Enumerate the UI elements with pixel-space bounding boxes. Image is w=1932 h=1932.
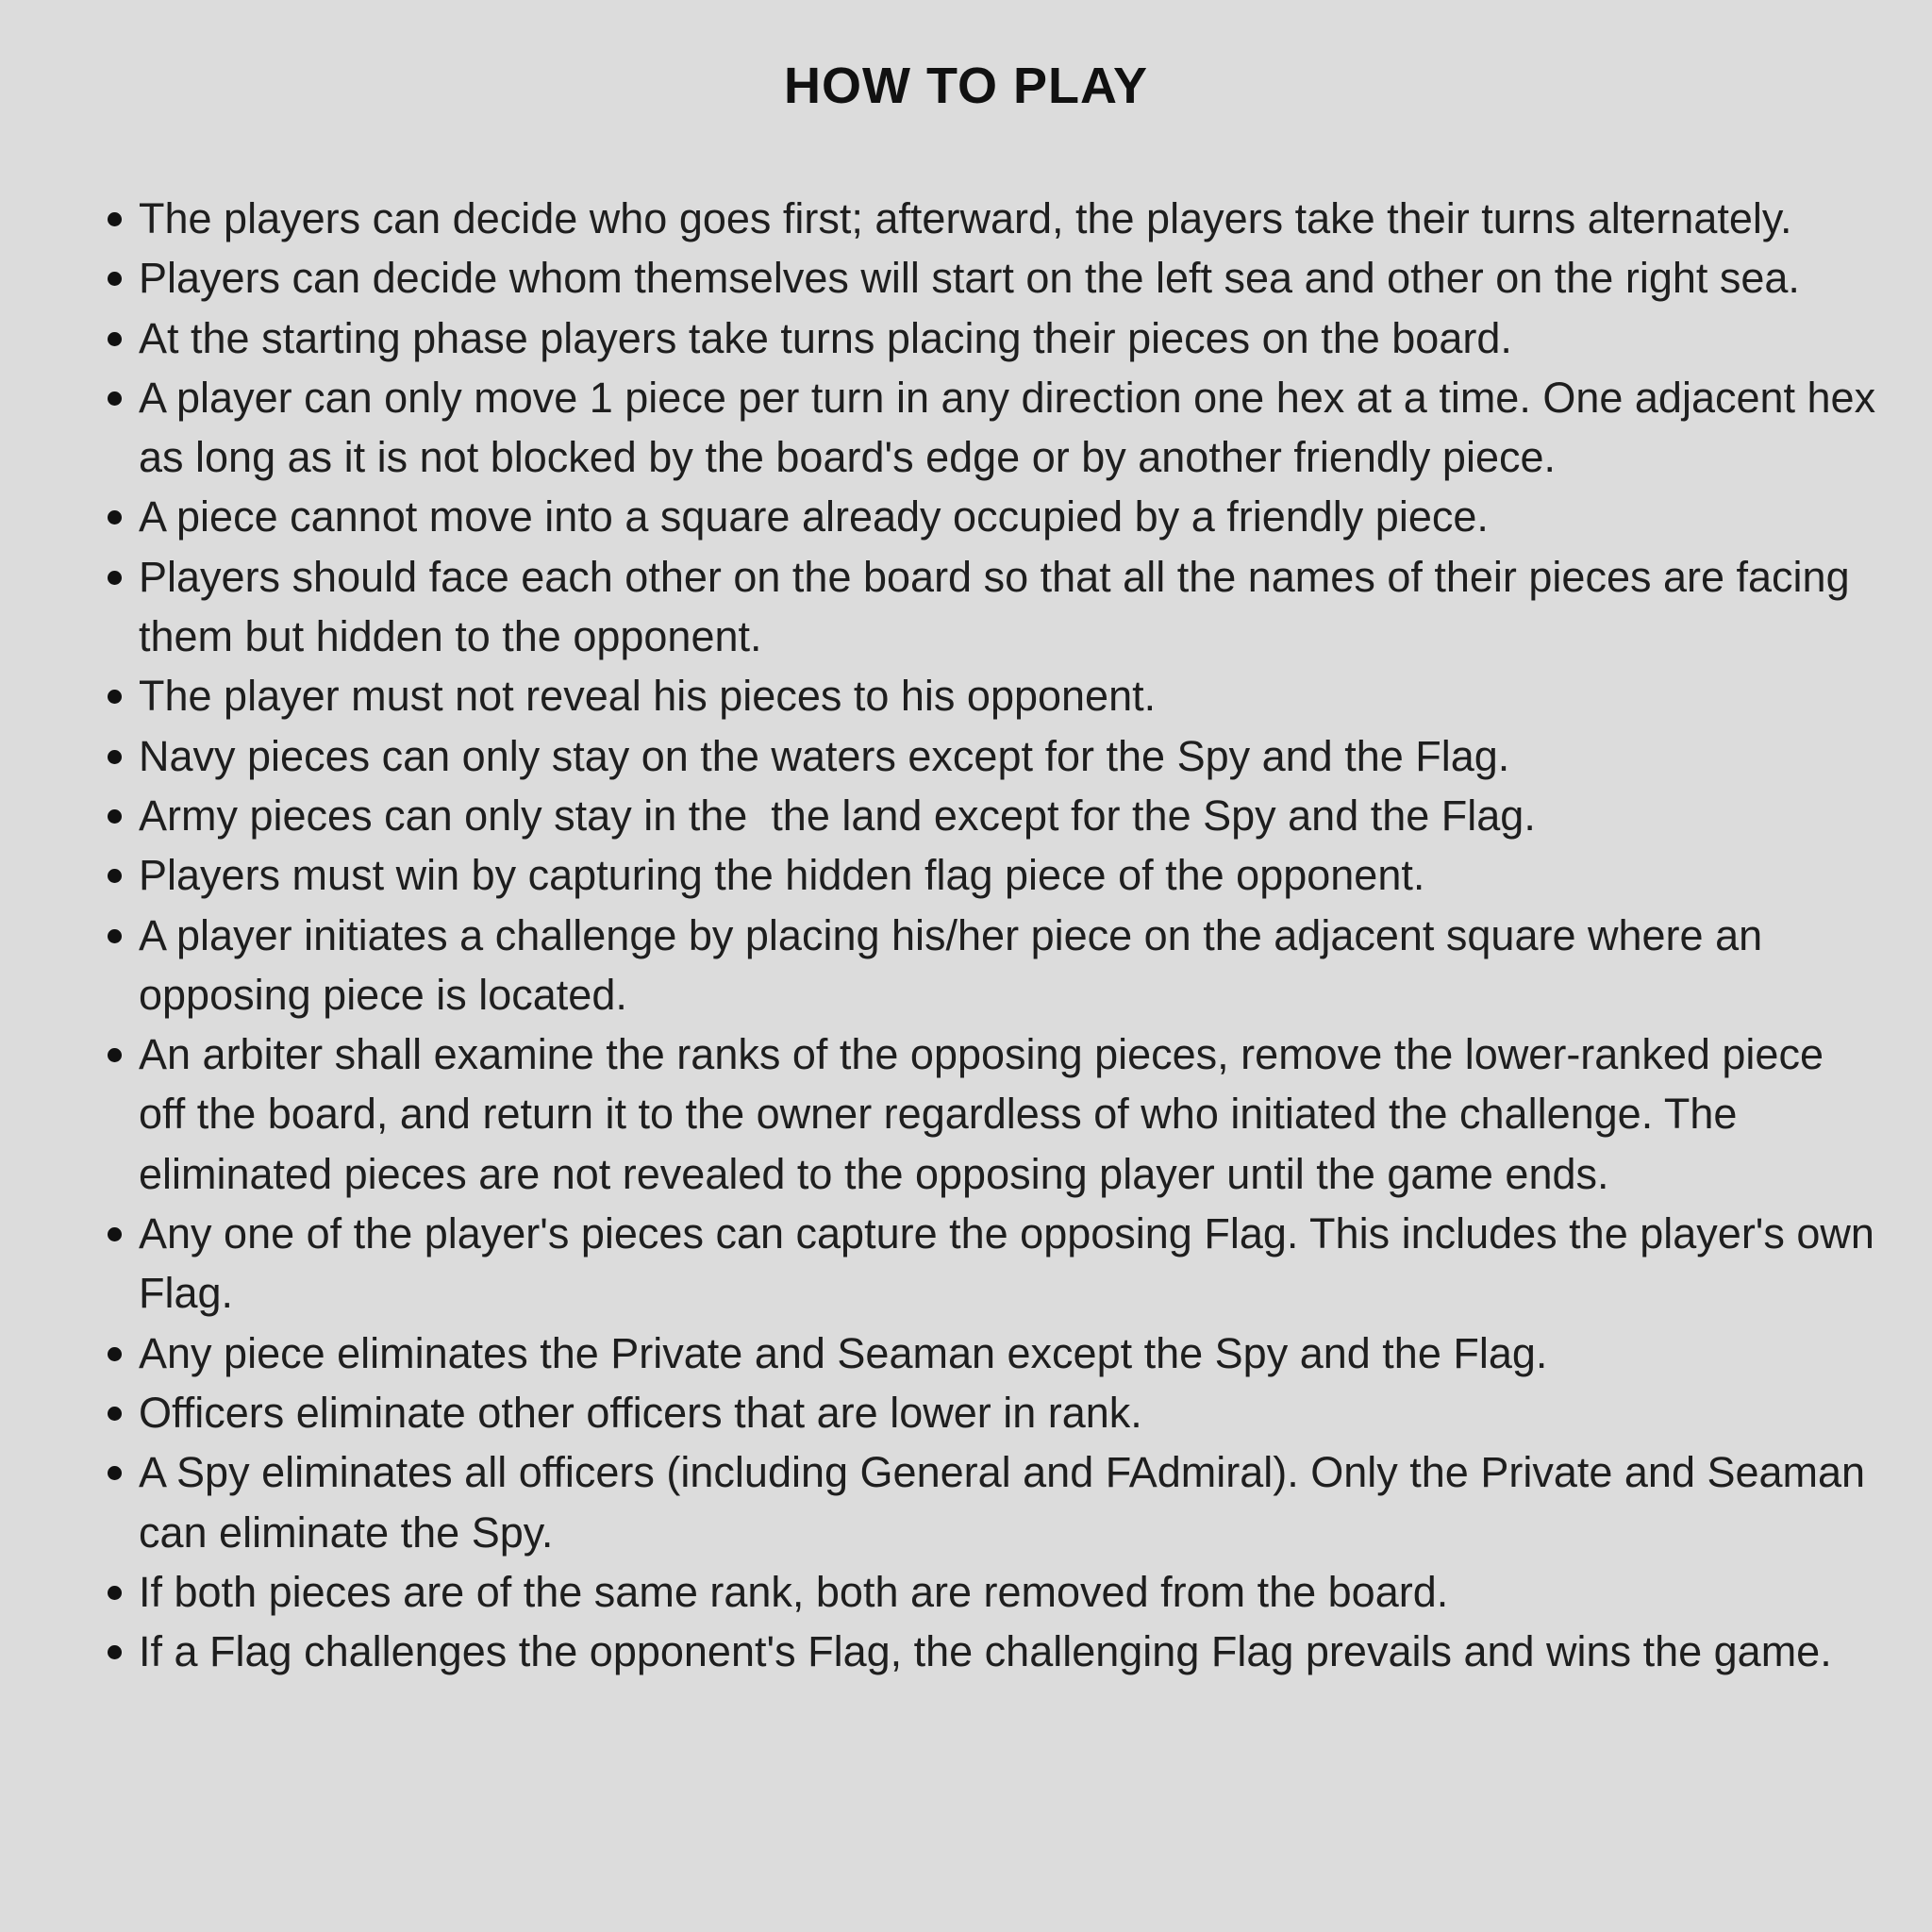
rule-item — [104, 547, 1877, 667]
bullet-icon — [108, 332, 122, 346]
rule-item — [104, 786, 1877, 845]
bullet-icon — [108, 1048, 122, 1062]
rule-item — [104, 666, 1877, 725]
rule-item — [104, 726, 1877, 786]
rule-text: Navy pieces can only stay on the waters except for the Spy and the Flag. — [139, 731, 1510, 780]
bullet-icon — [108, 272, 122, 286]
rule-text: Players must win by capturing the hidden flag piece of the opponent. — [139, 851, 1425, 900]
rule-item — [104, 189, 1877, 248]
rule-text: At the starting phase players take turns placing their pieces on the board. — [139, 313, 1512, 362]
rule-text: A player initiates a challenge by placing his/her piece on the adjacent square where an opposing piece is located. — [139, 910, 1763, 1019]
rule-text: An arbiter shall examine the ranks of the opposing pieces, remove the lower-ranked piece off the board, and return it to the owner regardless of who initiated the challenge. The eliminated pieces are not revealed to the opposing player until the game ends. — [139, 1030, 1824, 1198]
rule-text: The players can decide who goes first; afterward, the players take their turns alternately. — [139, 194, 1792, 242]
rule-text: Army pieces can only stay in the the land except for the Spy and the Flag. — [139, 791, 1536, 840]
bullet-icon — [108, 929, 122, 943]
bullet-icon — [108, 750, 122, 764]
bullet-icon — [108, 391, 122, 406]
rule-text: Officers eliminate other officers that are lower in rank. — [139, 1388, 1142, 1437]
rule-text: A player can only move 1 piece per turn in any direction one hex at a time. One adjacent hex as long as it is not blocked by the board's edge or by another friendly piece. — [139, 373, 1876, 482]
rule-item — [104, 308, 1877, 368]
rule-item — [104, 1622, 1877, 1681]
rule-text: A piece cannot move into a square already occupied by a friendly piece. — [139, 492, 1489, 541]
bullet-icon — [108, 212, 122, 226]
bullet-icon — [108, 1645, 122, 1659]
rule-text: Any piece eliminates the Private and Seaman except the Spy and the Flag. — [139, 1328, 1548, 1377]
bullet-icon — [108, 510, 122, 525]
rule-item — [104, 368, 1877, 488]
rule-text: If both pieces are of the same rank, both are removed from the board. — [139, 1567, 1449, 1616]
rule-item — [104, 487, 1877, 546]
rule-item — [104, 248, 1877, 308]
bullet-icon — [108, 809, 122, 824]
bullet-icon — [108, 1466, 122, 1480]
rule-text: The player must not reveal his pieces to his opponent. — [139, 672, 1157, 721]
rule-text: A Spy eliminates all officers (including General and FAdmiral). Only the Private and Seaman can eliminate the Spy. — [139, 1448, 1866, 1557]
rule-item — [104, 906, 1877, 1025]
rule-item — [104, 1383, 1877, 1442]
bullet-icon — [108, 1586, 122, 1600]
bullet-icon — [108, 869, 122, 883]
rule-text: Players can decide whom themselves will start on the left sea and other on the right sea. — [139, 254, 1800, 303]
rule-text: Any one of the player's pieces can capture the opposing Flag. This includes the player's own Flag. — [139, 1209, 1874, 1318]
rule-item — [104, 845, 1877, 905]
bullet-icon — [108, 1347, 122, 1361]
rule-text: Players should face each other on the board so that all the names of their pieces are facing them but hidden to the opponent. — [139, 552, 1850, 661]
rule-text: If a Flag challenges the opponent's Flag, the challenging Flag prevails and wins the game. — [139, 1627, 1832, 1676]
bullet-icon — [108, 571, 122, 585]
rule-item — [104, 1024, 1877, 1204]
bullet-icon — [108, 1407, 122, 1421]
rules-list — [104, 189, 1877, 1681]
bullet-icon — [108, 1227, 122, 1241]
rule-item — [104, 1204, 1877, 1324]
rule-item — [104, 1442, 1877, 1562]
rule-item — [104, 1562, 1877, 1622]
rule-item — [104, 1324, 1877, 1383]
page-title: HOW TO PLAY — [783, 58, 1149, 114]
bullet-icon — [108, 690, 122, 704]
